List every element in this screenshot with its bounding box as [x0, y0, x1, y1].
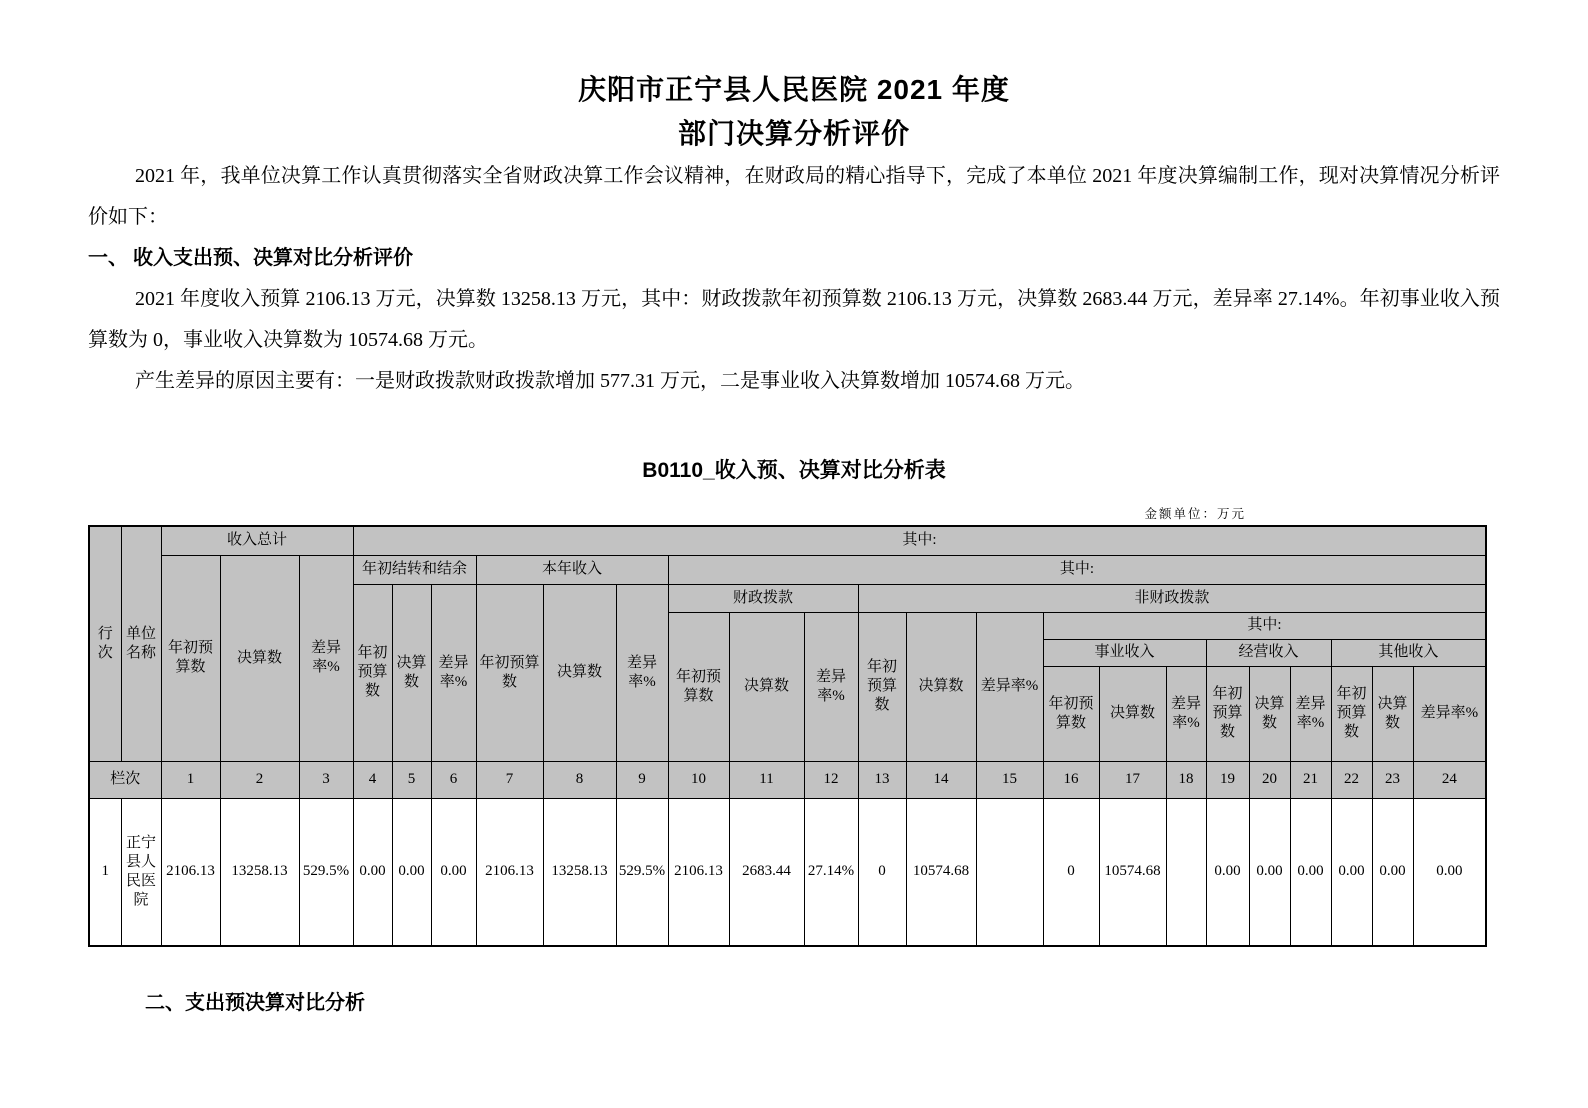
header-final-account: 决算数 — [906, 612, 976, 761]
header-initial-budget: 年初预算数 — [476, 584, 543, 761]
column-number: 20 — [1249, 761, 1290, 798]
data-cell: 0.00 — [353, 798, 392, 946]
column-number: 8 — [543, 761, 616, 798]
column-number: 7 — [476, 761, 543, 798]
data-cell: 10574.68 — [1099, 798, 1166, 946]
data-cell: 27.14% — [804, 798, 858, 946]
header-diff-rate: 差异率% — [976, 612, 1043, 761]
header-other-income: 其他收入 — [1331, 639, 1486, 666]
header-fiscal-grant: 财政拨款 — [668, 584, 858, 612]
header-final-account: 决算数 — [1249, 666, 1290, 761]
data-cell: 0.00 — [1249, 798, 1290, 946]
doc-title-line1: 庆阳市正宁县人民医院 2021 年度 — [578, 74, 1010, 105]
column-number: 6 — [431, 761, 476, 798]
header-initial-budget: 年初预算数 — [161, 555, 220, 761]
data-cell: 10574.68 — [906, 798, 976, 946]
header-initial-budget: 年初预算数 — [1043, 666, 1099, 761]
header-final-account: 决算数 — [220, 555, 299, 761]
data-cell: 0.00 — [1331, 798, 1372, 946]
income-comparison-table — [88, 525, 1487, 947]
header-business-income: 事业收入 — [1043, 639, 1206, 666]
column-number: 17 — [1099, 761, 1166, 798]
header-initial-budget: 年初预算数 — [858, 612, 906, 761]
column-number: 14 — [906, 761, 976, 798]
column-number-row — [89, 761, 1486, 798]
header-final-account: 决算数 — [1372, 666, 1413, 761]
column-number: 16 — [1043, 761, 1099, 798]
header-initial-budget: 年初预算数 — [353, 584, 392, 761]
column-number: 15 — [976, 761, 1043, 798]
header-initial-budget: 年初预算数 — [668, 612, 729, 761]
data-cell: 2106.13 — [476, 798, 543, 946]
header-unit-name: 单位名称 — [121, 526, 161, 761]
header-of-which-3: 其中: — [1043, 612, 1486, 639]
data-cell: 0 — [858, 798, 906, 946]
data-cell: 529.5% — [299, 798, 353, 946]
data-cell: 13258.13 — [543, 798, 616, 946]
header-operating-income: 经营收入 — [1206, 639, 1331, 666]
section1-paragraph-2: 产生差异的原因主要有：一是财政拨款财政拨款增加 577.31 万元，二是事业收入决算数增加 10574.68 万元。 — [135, 370, 1085, 392]
header-initial-budget: 年初预算数 — [1331, 666, 1372, 761]
header-final-account: 决算数 — [392, 584, 431, 761]
header-diff-rate: 差异率% — [1166, 666, 1206, 761]
data-cell: 0.00 — [1206, 798, 1249, 946]
header-row-no: 行次 — [89, 526, 121, 761]
data-cell: 0.00 — [1372, 798, 1413, 946]
header-final-account: 决算数 — [1099, 666, 1166, 761]
doc-title-line2: 部门决算分析评价 — [677, 118, 910, 149]
data-cell: 13258.13 — [220, 798, 299, 946]
header-row-1 — [89, 526, 1486, 555]
data-cell — [976, 798, 1043, 946]
data-cell: 0.00 — [1290, 798, 1331, 946]
header-final-account: 决算数 — [729, 612, 804, 761]
header-row-2 — [89, 555, 1486, 584]
section1-heading: 一、 收入支出预、决算对比分析评价 — [88, 247, 413, 269]
data-cell: 0.00 — [1413, 798, 1486, 946]
data-cell: 2106.13 — [161, 798, 220, 946]
document-page — [88, 0, 1500, 1024]
header-initial-budget: 年初预算数 — [1206, 666, 1249, 761]
column-number: 18 — [1166, 761, 1206, 798]
column-number: 5 — [392, 761, 431, 798]
data-cell: 2106.13 — [668, 798, 729, 946]
column-number: 3 — [299, 761, 353, 798]
section2-heading: 二、支出预决算对比分析 — [145, 992, 365, 1014]
data-cell: 0 — [1043, 798, 1099, 946]
column-number: 12 — [804, 761, 858, 798]
header-of-which-2: 其中: — [668, 555, 1486, 584]
data-cell: 0.00 — [392, 798, 431, 946]
column-number: 21 — [1290, 761, 1331, 798]
data-cell — [1166, 798, 1206, 946]
header-diff-rate: 差异率% — [431, 584, 476, 761]
intro-paragraph: 2021 年，我单位决算工作认真贯彻落实全省财政决算工作会议精神，在财政局的精心指导下，完成了本单位 2021 年度决算编制工作，现对决算情况分析评价如下： — [88, 165, 1500, 228]
data-cell: 2683.44 — [729, 798, 804, 946]
column-number: 1 — [161, 761, 220, 798]
column-number: 23 — [1372, 761, 1413, 798]
column-number: 2 — [220, 761, 299, 798]
header-diff-rate: 差异率% — [1290, 666, 1331, 761]
header-current-year-income: 本年收入 — [476, 555, 668, 584]
amount-unit-note: 金额单位：万元 — [1144, 507, 1246, 521]
column-number: 10 — [668, 761, 729, 798]
column-number: 19 — [1206, 761, 1249, 798]
data-cell: 529.5% — [616, 798, 668, 946]
table-title: B0110_收入预、决算对比分析表 — [642, 459, 946, 482]
table-row — [89, 798, 1486, 946]
header-income-total: 收入总计 — [161, 526, 353, 555]
column-number: 4 — [353, 761, 392, 798]
header-diff-rate: 差异率% — [299, 555, 353, 761]
unit-name-cell: 正宁县人民医院 — [121, 798, 161, 946]
column-number: 13 — [858, 761, 906, 798]
row-number-cell: 1 — [89, 798, 121, 946]
column-number: 9 — [616, 761, 668, 798]
header-non-fiscal-grant: 非财政拨款 — [858, 584, 1486, 612]
header-diff-rate: 差异率% — [1413, 666, 1486, 761]
header-diff-rate: 差异率% — [804, 612, 858, 761]
lanci-label: 栏次 — [89, 761, 161, 798]
column-number: 24 — [1413, 761, 1486, 798]
header-of-which-1: 其中: — [353, 526, 1486, 555]
header-carryover: 年初结转和结余 — [353, 555, 476, 584]
header-diff-rate: 差异率% — [616, 584, 668, 761]
column-number: 22 — [1331, 761, 1372, 798]
data-cell: 0.00 — [431, 798, 476, 946]
header-final-account: 决算数 — [543, 584, 616, 761]
column-number: 11 — [729, 761, 804, 798]
section1-paragraph-1: 2021 年度收入预算 2106.13 万元，决算数 13258.13 万元，其中：财政拨款年初预算数 2106.13 万元，决算数 2683.44 万元，差异率 27.14%。年初事业收入预算数为 0，事业收入决算数为 10574.68 万元。 — [88, 288, 1500, 351]
